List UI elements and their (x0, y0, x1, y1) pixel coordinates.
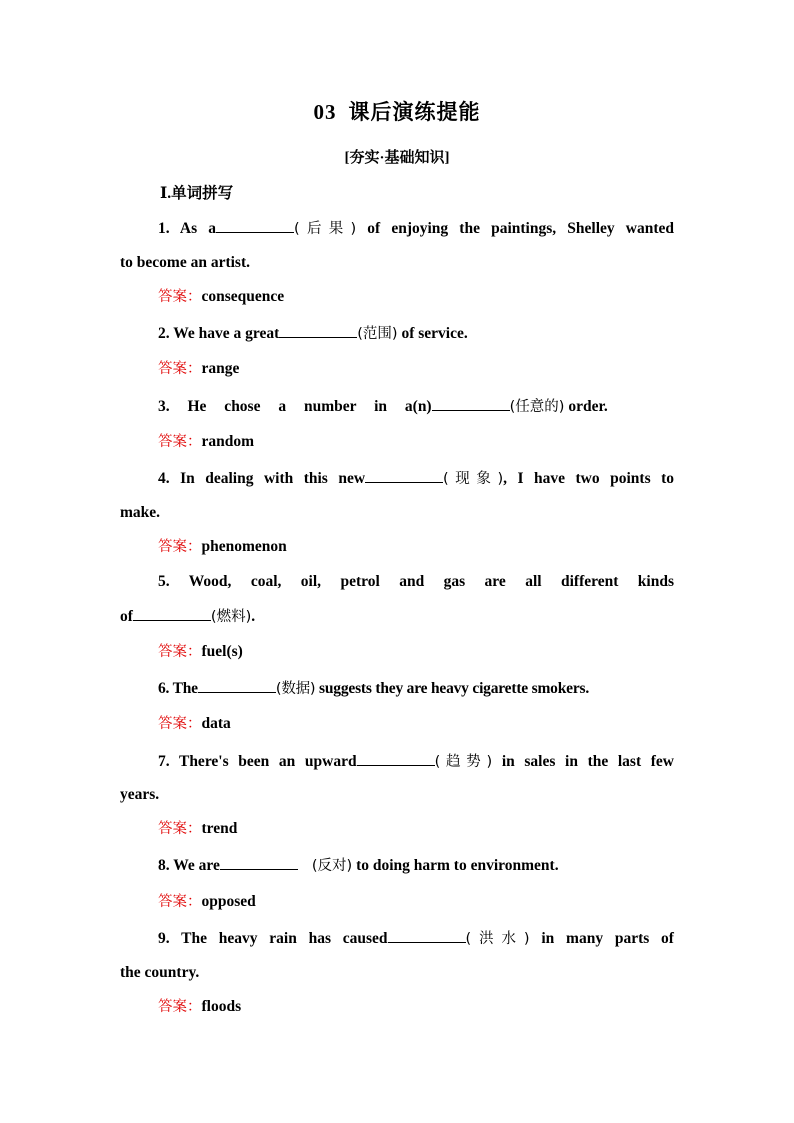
question-3: 3. He chose a number in a(n) (任意的) order. (158, 398, 608, 415)
answer-label: 答案： (158, 289, 202, 305)
answer-label: 答案： (158, 361, 202, 377)
answer-label: 答案： (158, 434, 202, 450)
answer-blank (220, 855, 298, 870)
lesson-title: 课后演练提能 (348, 100, 481, 124)
answer-1: 答案：consequence (158, 288, 285, 305)
answer-blank (198, 678, 276, 693)
question-8: 8. We are (反对) to doing harm to environment. (158, 857, 559, 874)
question-9-continued: the country. (120, 964, 200, 981)
question-4-continued: make. (120, 504, 161, 521)
question-5-continued: of (燃料). (120, 608, 256, 625)
answer-blank (357, 751, 435, 766)
answer-label: 答案： (158, 999, 202, 1015)
question-2: 2. We have a great (范围) of service. (158, 325, 468, 342)
answer-blank (216, 218, 294, 233)
question-9: 9. The heavy rain has caused (洪水) in many parts of (158, 930, 674, 947)
answer-6: 答案：data (158, 715, 231, 732)
answer-blank (388, 928, 466, 943)
question-1-continued: to become an artist. (120, 254, 250, 271)
answer-5: 答案：fuel(s) (158, 643, 243, 660)
answer-9: 答案：floods (158, 998, 242, 1015)
section-subtitle: [夯实·基础知识] (344, 150, 450, 166)
answer-blank (133, 606, 211, 621)
section-heading: Ⅰ.单词拼写 (160, 185, 234, 202)
answer-blank (279, 323, 357, 338)
page-title (0, 96, 794, 126)
answer-7: 答案：trend (158, 820, 238, 837)
answer-label: 答案： (158, 539, 202, 555)
answer-label: 答案： (158, 821, 202, 837)
question-5: 5. Wood, coal, oil, petrol and gas are all different kinds (158, 573, 674, 590)
answer-label: 答案： (158, 894, 202, 910)
answer-3: 答案：random (158, 433, 255, 450)
answer-blank (432, 396, 510, 411)
lesson-number: 03 (313, 100, 337, 124)
question-6: 6. The (数据) suggests they are heavy cigarette smokers. (158, 680, 590, 697)
question-4: 4. In dealing with this new (现象), I have two points to (158, 470, 674, 487)
question-1: 1. As a (后果) of enjoying the paintings, Shelley wanted (158, 220, 675, 237)
answer-blank (365, 468, 443, 483)
answer-2: 答案：range (158, 360, 240, 377)
answer-8: 答案：opposed (158, 893, 256, 910)
answer-4: 答案：phenomenon (158, 538, 287, 555)
answer-label: 答案： (158, 644, 202, 660)
question-7-continued: years. (120, 786, 160, 803)
answer-label: 答案： (158, 716, 202, 732)
question-7: 7. There's been an upward (趋势) in sales in the last few (158, 753, 674, 770)
